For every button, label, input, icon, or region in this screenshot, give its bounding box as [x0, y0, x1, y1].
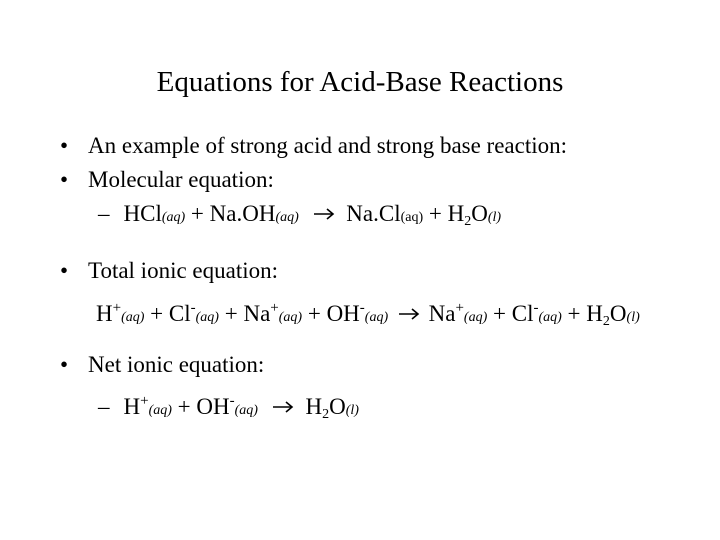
state-aq: (aq)	[364, 310, 389, 325]
formula-hcl: HCl	[123, 201, 162, 226]
state-aq: (aq)	[148, 403, 172, 418]
ion-oh: OH	[196, 394, 230, 419]
ion-cl: Cl	[168, 301, 191, 326]
slide-title: Equations for Acid-Base Reactions	[156, 66, 564, 98]
state-aq: (aq)	[463, 310, 488, 325]
sub-bullet-dash: –	[98, 394, 110, 419]
formula-naoh: Na.OH	[209, 201, 276, 226]
net-ionic-equation	[98, 387, 359, 429]
plus-sign: +	[428, 201, 442, 226]
state-aq: (aq)	[161, 210, 186, 225]
subscript-2: 2	[602, 314, 610, 329]
state-aq: (aq)	[278, 310, 303, 325]
bullet-marker: •	[60, 258, 69, 283]
right-arrow-icon	[313, 208, 335, 220]
plus-sign: +	[493, 301, 506, 326]
charge-minus: -	[190, 300, 196, 316]
bullet-text-example: An example of strong acid and strong base reaction:	[88, 133, 568, 158]
state-aq: (aq)	[195, 310, 219, 325]
charge-minus: -	[533, 300, 539, 316]
charge-plus: +	[140, 393, 149, 409]
state-aq: (aq)	[121, 310, 145, 325]
state-aq: (aq)	[275, 210, 299, 225]
formula-water-o: O	[471, 201, 488, 226]
formula-water-h: H	[586, 301, 603, 326]
state-aq: (aq)	[234, 403, 258, 418]
charge-minus: -	[229, 393, 235, 409]
state-l: (l)	[487, 210, 502, 225]
formula-water-o: O	[329, 394, 346, 419]
state-l: (l)	[345, 403, 359, 418]
ion-h: H	[96, 301, 113, 326]
charge-plus: +	[112, 300, 122, 316]
ion-oh: OH	[326, 301, 360, 326]
charge-plus: +	[455, 300, 464, 316]
plus-sign: +	[150, 301, 164, 326]
total-ionic-equation	[96, 294, 640, 336]
bullet-text-net-ionic: Net ionic equation:	[88, 352, 265, 377]
ion-na: Na	[243, 301, 271, 326]
formula-water-o: O	[609, 301, 627, 326]
bullet-marker: •	[60, 133, 69, 158]
charge-plus: +	[270, 300, 279, 316]
molecular-equation	[98, 200, 501, 236]
bullet-text-molecular: Molecular equation:	[88, 167, 274, 192]
charge-minus: -	[359, 300, 365, 316]
plus-sign: +	[567, 301, 581, 326]
right-arrow-icon	[272, 401, 294, 413]
right-arrow-icon	[398, 308, 420, 320]
bullet-marker: •	[60, 167, 69, 192]
ion-h: H	[123, 394, 141, 419]
subscript-2: 2	[322, 407, 330, 422]
bullet-text-total-ionic: Total ionic equation:	[88, 258, 279, 283]
formula-nacl: Na.Cl	[346, 201, 401, 226]
bullet-marker: •	[60, 352, 69, 377]
ion-na: Na	[428, 301, 456, 326]
state-aq: (aq)	[400, 210, 424, 225]
ion-cl: Cl	[511, 301, 534, 326]
formula-water-h: H	[447, 201, 465, 226]
subscript-2: 2	[464, 214, 472, 229]
plus-sign: +	[224, 301, 238, 326]
plus-sign: +	[177, 394, 191, 419]
formula-water-h: H	[305, 394, 323, 419]
plus-sign: +	[190, 201, 204, 226]
plus-sign: +	[307, 301, 321, 326]
state-l: (l)	[626, 310, 640, 325]
sub-bullet-dash: –	[98, 201, 110, 226]
state-aq: (aq)	[538, 310, 562, 325]
